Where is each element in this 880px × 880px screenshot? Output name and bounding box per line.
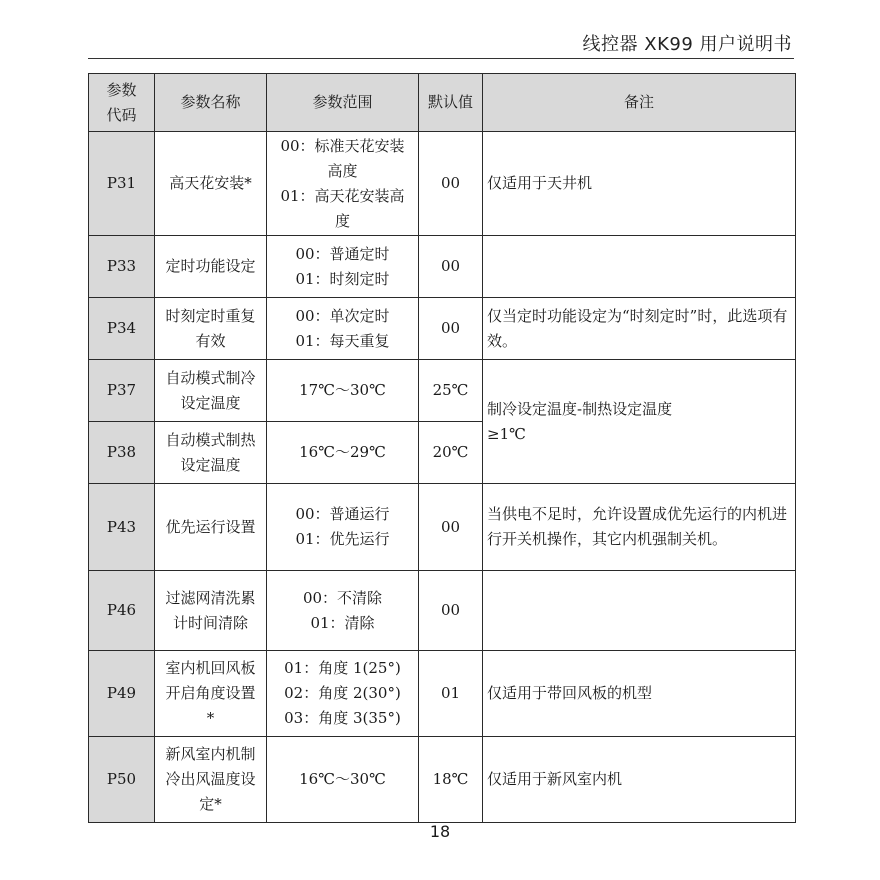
param-default: 00 <box>419 236 483 298</box>
param-name: 自动模式制热 设定温度 <box>155 422 267 484</box>
param-code: P33 <box>89 236 155 298</box>
param-range: 16℃～30℃ <box>267 737 419 823</box>
table-row <box>89 484 796 571</box>
param-note <box>483 571 796 651</box>
table-row <box>89 298 796 360</box>
param-default: 00 <box>419 571 483 651</box>
column-header-code: 参数 代码 <box>89 74 155 132</box>
param-note: 当供电不足时，允许设置成优先运行的内机进行开关机操作，其它内机强制关机。 <box>483 484 796 571</box>
param-code: P34 <box>89 298 155 360</box>
param-range: 00：普通运行 01：优先运行 <box>267 484 419 571</box>
param-range: 00：单次定时 01：每天重复 <box>267 298 419 360</box>
param-code: P50 <box>89 737 155 823</box>
column-header-name: 参数名称 <box>155 74 267 132</box>
param-code: P43 <box>89 484 155 571</box>
param-range: 00：标准天花安装 高度 01：高天花安装高 度 <box>267 132 419 236</box>
parameter-table <box>88 73 796 823</box>
param-default: 00 <box>419 132 483 236</box>
param-note: 仅当定时功能设定为“时刻定时”时，此选项有效。 <box>483 298 796 360</box>
param-name: 时刻定时重复 有效 <box>155 298 267 360</box>
table-row <box>89 132 796 236</box>
param-name: 新风室内机制 冷出风温度设 定* <box>155 737 267 823</box>
page-number: 18 <box>429 822 451 841</box>
param-code: P46 <box>89 571 155 651</box>
table-row <box>89 571 796 651</box>
column-header-range: 参数范围 <box>267 74 419 132</box>
param-name: 高天花安装* <box>155 132 267 236</box>
table-row <box>89 651 796 737</box>
header-divider <box>88 58 794 59</box>
param-range: 16℃～29℃ <box>267 422 419 484</box>
param-name: 自动模式制冷 设定温度 <box>155 360 267 422</box>
param-note: 仅适用于天井机 <box>483 132 796 236</box>
param-default: 18℃ <box>419 737 483 823</box>
param-default: 00 <box>419 298 483 360</box>
param-default: 20℃ <box>419 422 483 484</box>
param-code: P31 <box>89 132 155 236</box>
column-header-note: 备注 <box>483 74 796 132</box>
param-code: P49 <box>89 651 155 737</box>
param-note: 仅适用于带回风板的机型 <box>483 651 796 737</box>
param-name: 优先运行设置 <box>155 484 267 571</box>
param-code: P37 <box>89 360 155 422</box>
param-note-shared: 制冷设定温度-制热设定温度 ≥1℃ <box>483 360 796 484</box>
param-range: 17℃～30℃ <box>267 360 419 422</box>
param-range: 00：普通定时 01：时刻定时 <box>267 236 419 298</box>
param-default: 00 <box>419 484 483 571</box>
param-name: 过滤网清洗累 计时间清除 <box>155 571 267 651</box>
param-range: 00：不清除 01：清除 <box>267 571 419 651</box>
param-range: 01：角度 1(25°) 02：角度 2(30°) 03：角度 3(35°) <box>267 651 419 737</box>
param-default: 01 <box>419 651 483 737</box>
param-default: 25℃ <box>419 360 483 422</box>
param-name: 定时功能设定 <box>155 236 267 298</box>
table-row <box>89 360 796 422</box>
param-note: 仅适用于新风室内机 <box>483 737 796 823</box>
param-code: P38 <box>89 422 155 484</box>
document-header-title: 线控器 XK99 用户说明书 <box>582 34 792 55</box>
param-name: 室内机回风板 开启角度设置 * <box>155 651 267 737</box>
column-header-default: 默认值 <box>419 74 483 132</box>
table-row <box>89 737 796 823</box>
table-header-row <box>89 74 796 132</box>
table-row <box>89 236 796 298</box>
param-note <box>483 236 796 298</box>
